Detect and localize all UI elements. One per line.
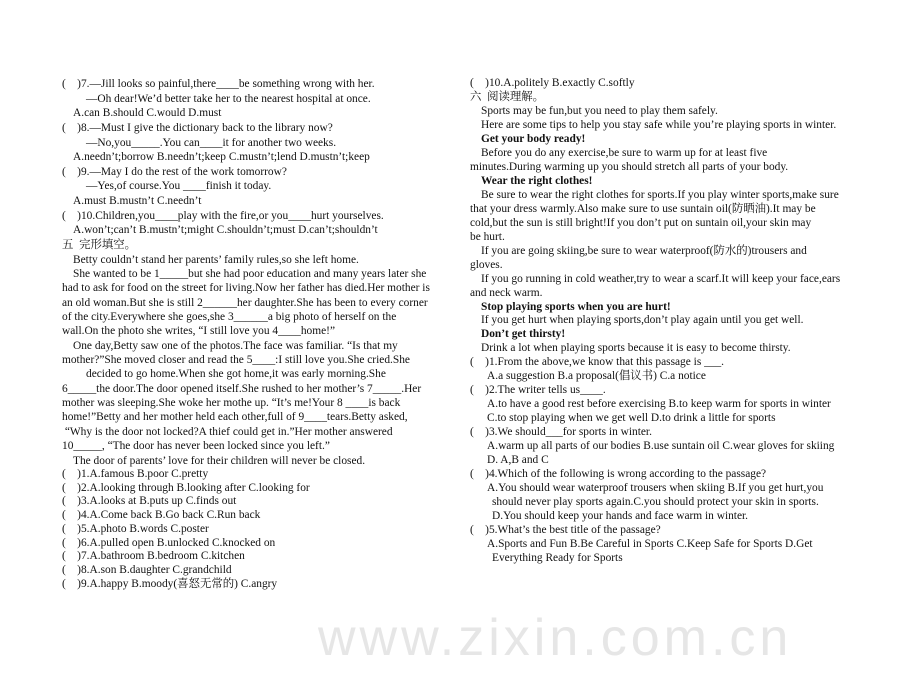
left-column bbox=[62, 77, 462, 592]
text-line: ( )5.What’s the best title of the passage? bbox=[470, 524, 661, 536]
cloze-options bbox=[62, 468, 462, 592]
text-line: Sports may be fun,but you need to play them safely. bbox=[481, 104, 718, 117]
text-line: C.to stop playing when we get well D.to drink a little for sports bbox=[487, 412, 776, 425]
text-line: 6_____the door.The door opened itself.She rushed to her mother’s 7_____.Her bbox=[62, 382, 422, 395]
text-line: ( )2.A.looking through B.looking after C.looking for bbox=[62, 481, 310, 494]
text-line: If you go running in cold weather,try to wear a scarf.It will keep your face,ears bbox=[481, 272, 841, 285]
text-line: If you get hurt when playing sports,don’t play again until you get well. bbox=[481, 314, 804, 327]
text-line: A.needn’t;borrow B.needn’t;keep C.mustn’t;lend D.mustn’t;keep bbox=[73, 151, 370, 164]
text-line: ( )8.—Must I give the dictionary back to the library now? bbox=[62, 121, 333, 134]
cloze-passage bbox=[62, 253, 462, 468]
text-line: Drink a lot when playing sports because it is easy to become thirsty. bbox=[481, 342, 791, 355]
text-line: “Why is the door not locked?A thief could get in.”Her mother answered bbox=[62, 425, 393, 438]
text-line: wall.On the photo she writes, “I still love you 4____home!” bbox=[62, 325, 336, 338]
text-line: One day,Betty saw one of the photos.The face was familiar. “Is that my bbox=[73, 339, 398, 352]
reading-comprehension bbox=[470, 77, 890, 566]
text-line: The door of parents’ love for their children will never be closed. bbox=[73, 454, 366, 467]
text-line: A.a suggestion B.a proposal(倡议书) C.a notice bbox=[487, 370, 706, 383]
section-heading: Stop playing sports when you are hurt! bbox=[481, 300, 671, 313]
section-heading: Wear the right clothes! bbox=[481, 174, 593, 187]
text-line: A.can B.should C.would D.must bbox=[73, 107, 222, 120]
text-line: ( )1.A.famous B.poor C.pretty bbox=[62, 467, 209, 480]
text-line: ( )10.A.politely B.exactly C.softly bbox=[470, 77, 635, 89]
grammar-questions bbox=[62, 77, 462, 253]
text-line: Everything Ready for Sports bbox=[492, 551, 623, 564]
text-line: Here are some tips to help you stay safe while you’re playing sports in winter. bbox=[481, 118, 837, 131]
text-line: A.Sports and Fun B.Be Careful in Sports C.Keep Safe for Sports D.Get bbox=[487, 537, 813, 550]
text-line: Be sure to wear the right clothes for sports.If you play winter sports,make sure bbox=[481, 188, 839, 201]
text-line: ( )9.—May I do the rest of the work tomorrow? bbox=[62, 165, 287, 178]
text-line: of the city.Everywhere she goes,she 3______a big photo of herself on the bbox=[62, 311, 397, 324]
watermark: www.zixin.com.cn bbox=[318, 609, 793, 667]
section-heading: Get your body ready! bbox=[481, 132, 586, 145]
section-heading: Don’t get thirsty! bbox=[481, 328, 566, 341]
text-line: A.You should wear waterproof trousers when skiing B.If you get hurt,you bbox=[487, 482, 824, 495]
text-line: —Oh dear!We’d better take her to the nearest hospital at once. bbox=[86, 92, 371, 105]
text-line: ( )5.A.photo B.words C.poster bbox=[62, 522, 209, 535]
text-line: ( )3.A.looks at B.puts up C.finds out bbox=[62, 495, 237, 508]
text-line: ( )4.A.Come back B.Go back C.Run back bbox=[62, 509, 261, 522]
text-line: She wanted to be 1_____but she had poor education and many years later she bbox=[73, 268, 427, 281]
text-line: ( )9.A.happy B.moody(喜怒无常的) C.angry bbox=[62, 577, 278, 590]
text-line: If you are going skiing,be sure to wear waterproof(防水的)trousers and bbox=[481, 244, 807, 257]
text-line: cold,but the sun is still bright!If you don’t put on suntain oil,your skin may bbox=[470, 216, 812, 229]
text-line: ( )1.From the above,we know that this passage is ___. bbox=[470, 356, 725, 369]
text-line: A.warm up all parts of our bodies B.use suntain oil C.wear gloves for skiing bbox=[487, 440, 835, 453]
text-line: —No,you_____.You can____it for another two weeks. bbox=[86, 136, 337, 149]
text-line: had to ask for food on the street for living.Now her father has died.Her mother is bbox=[62, 282, 430, 295]
text-line: 10_____, “The door has never been locked since you left.” bbox=[62, 440, 330, 453]
text-line: minutes.During warming up you should stretch all parts of your body. bbox=[470, 160, 789, 173]
text-line: should never play sports again.C.you should protect your skin in sports. bbox=[492, 496, 819, 509]
text-line: mother?”She moved closer and read the 5____:I still love you.She cried.She bbox=[62, 354, 410, 367]
text-line: Before you do any exercise,be sure to warm up for at least five bbox=[481, 146, 768, 159]
text-line: 五 完形填空。 bbox=[62, 239, 137, 252]
text-line: that your dress warmly.Also make sure to use suntain oil(防晒油).It may be bbox=[470, 202, 816, 215]
right-column bbox=[470, 77, 890, 566]
text-line: gloves. bbox=[470, 258, 503, 271]
text-line: D.You should keep your hands and face warm in winter. bbox=[492, 510, 749, 523]
text-line: A.won’t;can’t B.mustn’t;might C.shouldn’t;must D.can’t;shouldn’t bbox=[73, 224, 378, 237]
text-line: an old woman.But she is still 2______her daughter.She has been to every corner bbox=[62, 296, 428, 309]
text-line: and neck warm. bbox=[470, 286, 543, 299]
text-line: 六 阅读理解。 bbox=[470, 90, 545, 103]
text-line: ( )10.Children,you____play with the fire,or you____hurt yourselves. bbox=[62, 209, 384, 222]
text-line: D. A,B and C bbox=[487, 454, 549, 467]
text-line: A.must B.mustn’t C.needn’t bbox=[73, 195, 202, 208]
text-line: ( )3.We should___for sports in winter. bbox=[470, 426, 652, 439]
text-line: ( )4.Which of the following is wrong according to the passage? bbox=[470, 468, 767, 481]
text-line: —Yes,of course.You ____finish it today. bbox=[86, 180, 272, 193]
text-line: A.to have a good rest before exercising B.to keep warm for sports in winter bbox=[487, 398, 831, 411]
text-line: ( )2.The writer tells us____. bbox=[470, 384, 606, 397]
text-line: be hurt. bbox=[470, 230, 505, 243]
text-line: decided to go home.When she got home,it was early morning.She bbox=[86, 368, 386, 381]
text-line: ( )7.—Jill looks so painful,there____be something wrong with her. bbox=[62, 78, 375, 90]
text-line: ( )7.A.bathroom B.bedroom C.kitchen bbox=[62, 550, 245, 563]
text-line: home!”Betty and her mother held each other,full of 9____tears.Betty asked, bbox=[62, 411, 408, 424]
text-line: Betty couldn’t stand her parents’ family rules,so she left home. bbox=[73, 253, 359, 266]
text-line: ( )6.A.pulled open B.unlocked C.knocked on bbox=[62, 536, 276, 549]
text-line: mother was sleeping.She woke her mothe up. “It’s me!Your 8 ____is back bbox=[62, 397, 401, 410]
text-line: ( )8.A.son B.daughter C.grandchild bbox=[62, 564, 232, 577]
